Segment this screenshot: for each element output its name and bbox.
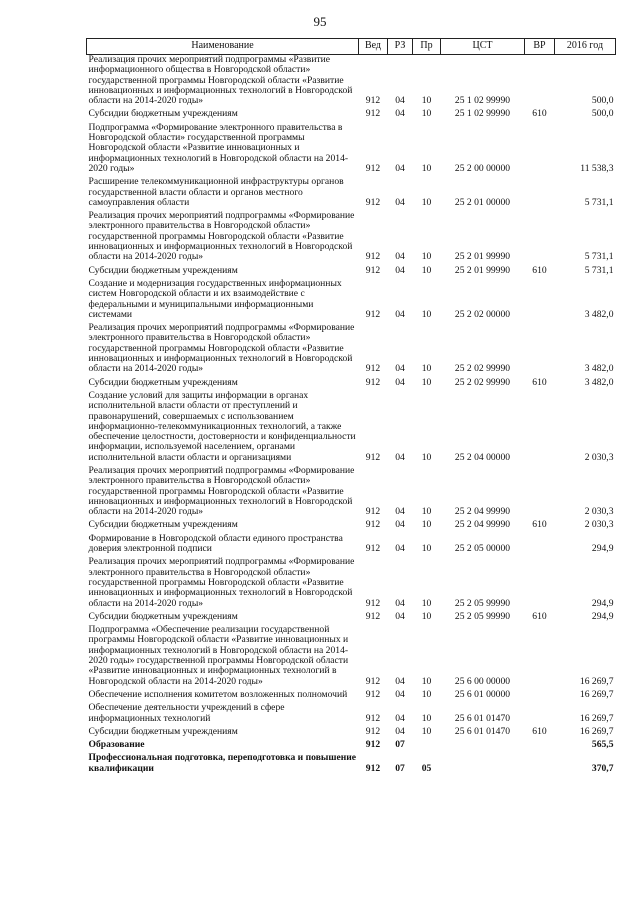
row-ved: 912: [365, 162, 381, 174]
row-cst: 25 2 05 00000: [454, 543, 511, 555]
row-vr: [525, 323, 555, 377]
row-rz: 04: [395, 610, 405, 622]
row-pr: 10: [421, 610, 432, 622]
row-cst: 25 2 05 99990: [454, 597, 511, 609]
row-name: Субсидии бюджетным учреждениям: [88, 725, 238, 737]
row-rz: 04: [395, 688, 405, 700]
row-sum: 3 482,0: [584, 308, 614, 320]
row-vr: [525, 177, 555, 211]
row-pr: 10: [421, 108, 432, 120]
row-sum: 2 030,3: [584, 506, 614, 518]
row-sum: 16 269,7: [579, 675, 614, 687]
row-name: Подпрограмма «Формирование электронного правительства в Новгородской области» государственной программы Новгородской области «Развитие инновационных и информационных технологий в Новгородской области на 2014-2020 годы»: [88, 121, 349, 174]
row-cst: 25 2 04 99990: [454, 519, 511, 531]
row-rz: 04: [395, 162, 405, 174]
row-rz: 04: [395, 196, 405, 208]
row-ved: 912: [365, 762, 381, 774]
row-vr: 610: [532, 376, 547, 388]
row-vr: [525, 211, 555, 265]
row-cst: 25 6 01 01470: [454, 712, 511, 724]
row-name: Образование: [88, 739, 145, 751]
table-row: [87, 391, 616, 466]
row-ved: 912: [365, 675, 381, 687]
row-vr: [525, 534, 555, 558]
row-pr: 10: [421, 712, 432, 724]
row-rz: 07: [395, 762, 405, 774]
row-pr: 10: [421, 196, 432, 208]
header-row: [87, 39, 616, 55]
row-pr: 10: [421, 363, 432, 375]
row-ved: 912: [365, 196, 381, 208]
row-sum: 16 269,7: [579, 688, 614, 700]
header-pr: Пр: [413, 39, 441, 55]
row-name: Создание условий для защиты информации в органах исполнительной власти области от преступлений и правонарушений, совершаемых с использованием информационно-телекоммуникационных технологий, а также обеспечение целостности, достоверности и конфиденциальности информации, используемой населением, органами исполнительной власти области и организациями: [88, 389, 356, 463]
row-sum: 16 269,7: [579, 725, 614, 737]
row-name: Реализация прочих мероприятий подпрограммы «Формирование электронного правительства в Новгородской области» государственной программы Новгородской области «Развитие инновационных и информационных технологий в Новгородской области на 2014-2020 годы»: [88, 322, 355, 375]
row-sum: 370,7: [591, 762, 614, 774]
row-ved: 912: [365, 725, 381, 737]
row-rz: 04: [395, 506, 405, 518]
row-sum: 500,0: [591, 108, 614, 120]
row-vr: [525, 740, 555, 753]
row-pr: 10: [421, 543, 432, 555]
table-row: [87, 55, 616, 110]
table-row: [87, 612, 616, 625]
row-vr: [525, 557, 555, 611]
row-rz: 04: [395, 597, 405, 609]
row-vr: 610: [532, 610, 547, 622]
row-pr: 10: [421, 519, 432, 531]
header-rz: РЗ: [388, 39, 413, 55]
row-vr: [525, 690, 555, 703]
row-cst: 25 2 00 00000: [454, 162, 511, 174]
row-ved: 912: [365, 519, 381, 531]
table-row: [87, 703, 616, 727]
row-ved: 912: [365, 506, 381, 518]
row-ved: 912: [365, 610, 381, 622]
row-pr: [413, 740, 441, 753]
header-cst: ЦСТ: [441, 39, 525, 55]
row-cst: 25 6 01 01470: [454, 725, 511, 737]
table-row: [87, 323, 616, 377]
table-row: [87, 557, 616, 611]
row-rz: 04: [395, 712, 405, 724]
table-header: [87, 39, 616, 55]
row-rz: 04: [395, 376, 405, 388]
table-row: [87, 177, 616, 211]
row-sum: 294,9: [591, 610, 614, 622]
row-vr: 610: [532, 519, 547, 531]
row-rz: 04: [395, 543, 405, 555]
row-cst: 25 1 02 99990: [454, 108, 511, 120]
row-vr: [525, 703, 555, 727]
row-pr: 10: [421, 675, 432, 687]
row-ved: 912: [365, 108, 381, 120]
table-row: [87, 109, 616, 122]
row-cst: 25 2 02 99990: [454, 363, 511, 375]
row-name: Реализация прочих мероприятий подпрограммы «Формирование электронного правительства в Новгородской области» государственной программы Новгородской области «Развитие инновационных и информационных технологий в Новгородской области на 2014-2020 годы»: [88, 556, 355, 609]
row-name: Реализация прочих мероприятий подпрограммы «Формирование электронного правительства в Новгородской области» государственной программы Новгородской области «Развитие инновационных и информационных технологий в Новгородской области на 2014-2020 годы»: [88, 464, 355, 518]
row-vr: 610: [532, 264, 547, 276]
header-name: Наименование: [87, 39, 359, 55]
row-vr: [525, 391, 555, 466]
row-vr: [525, 753, 555, 777]
row-pr: 10: [421, 308, 432, 320]
row-name: Создание и модернизация государственных информационных систем Новгородской области и их взаимодействие с федеральными и муниципальными информационными системами: [88, 277, 342, 320]
table-row: [87, 378, 616, 391]
row-name: Подпрограмма «Обеспечение реализации государственной программы Новгородской области «Развитие инновационных и информационных технологий в Новгородской области на 2014-2020 годы» государственной программы Новгородской области «Развитие инновационных и информационных технологий в Новгородской области на 2014-2020 годы»: [88, 624, 349, 687]
header-ved: Вед: [359, 39, 388, 55]
row-cst: 25 2 04 00000: [454, 451, 511, 463]
row-ved: 912: [365, 712, 381, 724]
table-row: [87, 466, 616, 520]
row-ved: 912: [365, 376, 381, 388]
row-rz: 04: [395, 363, 405, 375]
table-row: [87, 211, 616, 265]
row-cst: 25 2 01 99990: [454, 251, 511, 263]
row-cst: 25 2 04 99990: [454, 506, 511, 518]
row-vr: [525, 466, 555, 520]
row-name: Формирование в Новгородской области единого пространства доверия электронной подписи: [88, 532, 343, 555]
row-cst: [441, 753, 525, 777]
row-cst: 25 2 05 99990: [454, 610, 511, 622]
row-cst: 25 2 02 00000: [454, 308, 511, 320]
row-sum: 294,9: [591, 597, 614, 609]
row-rz: 04: [395, 519, 405, 531]
row-pr: 10: [421, 251, 432, 263]
row-pr: 10: [421, 162, 432, 174]
table-body: [87, 55, 616, 778]
row-ved: 912: [365, 251, 381, 263]
row-name: Субсидии бюджетным учреждениям: [88, 108, 238, 120]
row-vr: 610: [532, 725, 547, 737]
row-sum: 5 731,1: [584, 251, 614, 263]
row-sum: 2 030,3: [584, 519, 614, 531]
row-sum: 3 482,0: [584, 363, 614, 375]
header-vr: ВР: [525, 39, 555, 55]
row-ved: 912: [365, 597, 381, 609]
table-row: [87, 534, 616, 558]
row-name: Субсидии бюджетным учреждениям: [88, 519, 238, 531]
row-rz: 04: [395, 264, 405, 276]
row-pr: 10: [421, 376, 432, 388]
budget-table: [86, 38, 616, 777]
row-sum: 11 538,3: [580, 162, 614, 174]
row-name: Субсидии бюджетным учреждениям: [88, 264, 238, 276]
row-rz: 04: [395, 108, 405, 120]
header-year: 2016 год: [555, 39, 616, 55]
table-row: [87, 740, 616, 753]
row-name: Обеспечение деятельности учреждений в сфере информационных технологий: [88, 702, 285, 724]
row-ved: 912: [365, 308, 381, 320]
row-sum: 3 482,0: [584, 376, 614, 388]
row-ved: 912: [365, 264, 381, 276]
row-ved: 912: [365, 363, 381, 375]
row-cst: 25 2 02 99990: [454, 376, 511, 388]
row-vr: [525, 123, 555, 177]
row-sum: 5 731,1: [584, 264, 614, 276]
row-name: Реализация прочих мероприятий подпрограммы «Развитие информационного общества в Новгородской области» государственной программы Новгородской области «Развитие инновационных и информационных технологий в Новгородской области на 2014-2020 годы»: [88, 54, 353, 107]
row-cst: 25 2 01 99990: [454, 264, 511, 276]
row-pr: 10: [421, 725, 432, 737]
row-pr: 10: [421, 506, 432, 518]
row-cst: [441, 740, 525, 753]
row-pr: 10: [421, 597, 432, 609]
table-row: [87, 279, 616, 323]
row-pr: 10: [421, 95, 432, 107]
row-vr: 610: [532, 108, 547, 120]
row-rz: 04: [395, 725, 405, 737]
row-sum: 294,9: [591, 543, 614, 555]
row-rz: 04: [395, 675, 405, 687]
row-ved: 912: [365, 688, 381, 700]
table-row: [87, 123, 616, 177]
row-name: Расширение телекоммуникационной инфраструктуры органов государственной власти области и органов местного самоуправления области: [88, 176, 344, 208]
row-vr: [525, 625, 555, 690]
row-name: Обеспечение исполнения комитетом возложенных полномочий: [88, 688, 348, 700]
row-sum: 5 731,1: [584, 196, 614, 208]
row-name: Субсидии бюджетным учреждениям: [88, 376, 238, 388]
row-name: Субсидии бюджетным учреждениям: [88, 610, 238, 622]
row-vr: [525, 55, 555, 110]
row-ved: 912: [365, 543, 381, 555]
row-rz: 07: [395, 739, 405, 751]
row-sum: 16 269,7: [579, 712, 614, 724]
row-rz: 04: [395, 308, 405, 320]
row-sum: 500,0: [591, 95, 614, 107]
row-rz: 04: [395, 95, 405, 107]
row-ved: 912: [365, 451, 381, 463]
row-sum: 2 030,3: [584, 451, 614, 463]
table-row: [87, 753, 616, 777]
row-pr: 10: [421, 451, 432, 463]
table-row: [87, 690, 616, 703]
row-ved: 912: [365, 739, 381, 751]
row-cst: 25 2 01 00000: [454, 196, 511, 208]
row-name: Профессиональная подготовка, переподготовка и повышение квалификации: [88, 752, 357, 774]
row-rz: 04: [395, 451, 405, 463]
row-ved: 912: [365, 95, 381, 107]
row-pr: 10: [421, 688, 432, 700]
row-sum: 565,5: [591, 739, 614, 751]
row-vr: [525, 279, 555, 323]
row-name: Реализация прочих мероприятий подпрограммы «Формирование электронного правительства в Новгородской области» государственной программы Новгородской области «Развитие инновационных и информационных технологий в Новгородской области на 2014-2020 годы»: [88, 210, 355, 263]
row-cst: 25 6 01 00000: [454, 688, 511, 700]
table-row: [87, 520, 616, 533]
row-pr: 10: [421, 264, 432, 276]
row-pr: 05: [421, 762, 432, 774]
row-cst: 25 1 02 99990: [454, 95, 511, 107]
row-rz: 04: [395, 251, 405, 263]
page-number: 95: [313, 14, 327, 29]
row-cst: 25 6 00 00000: [454, 675, 511, 687]
table-row: [87, 727, 616, 740]
table-row: [87, 266, 616, 279]
table-row: [87, 625, 616, 690]
